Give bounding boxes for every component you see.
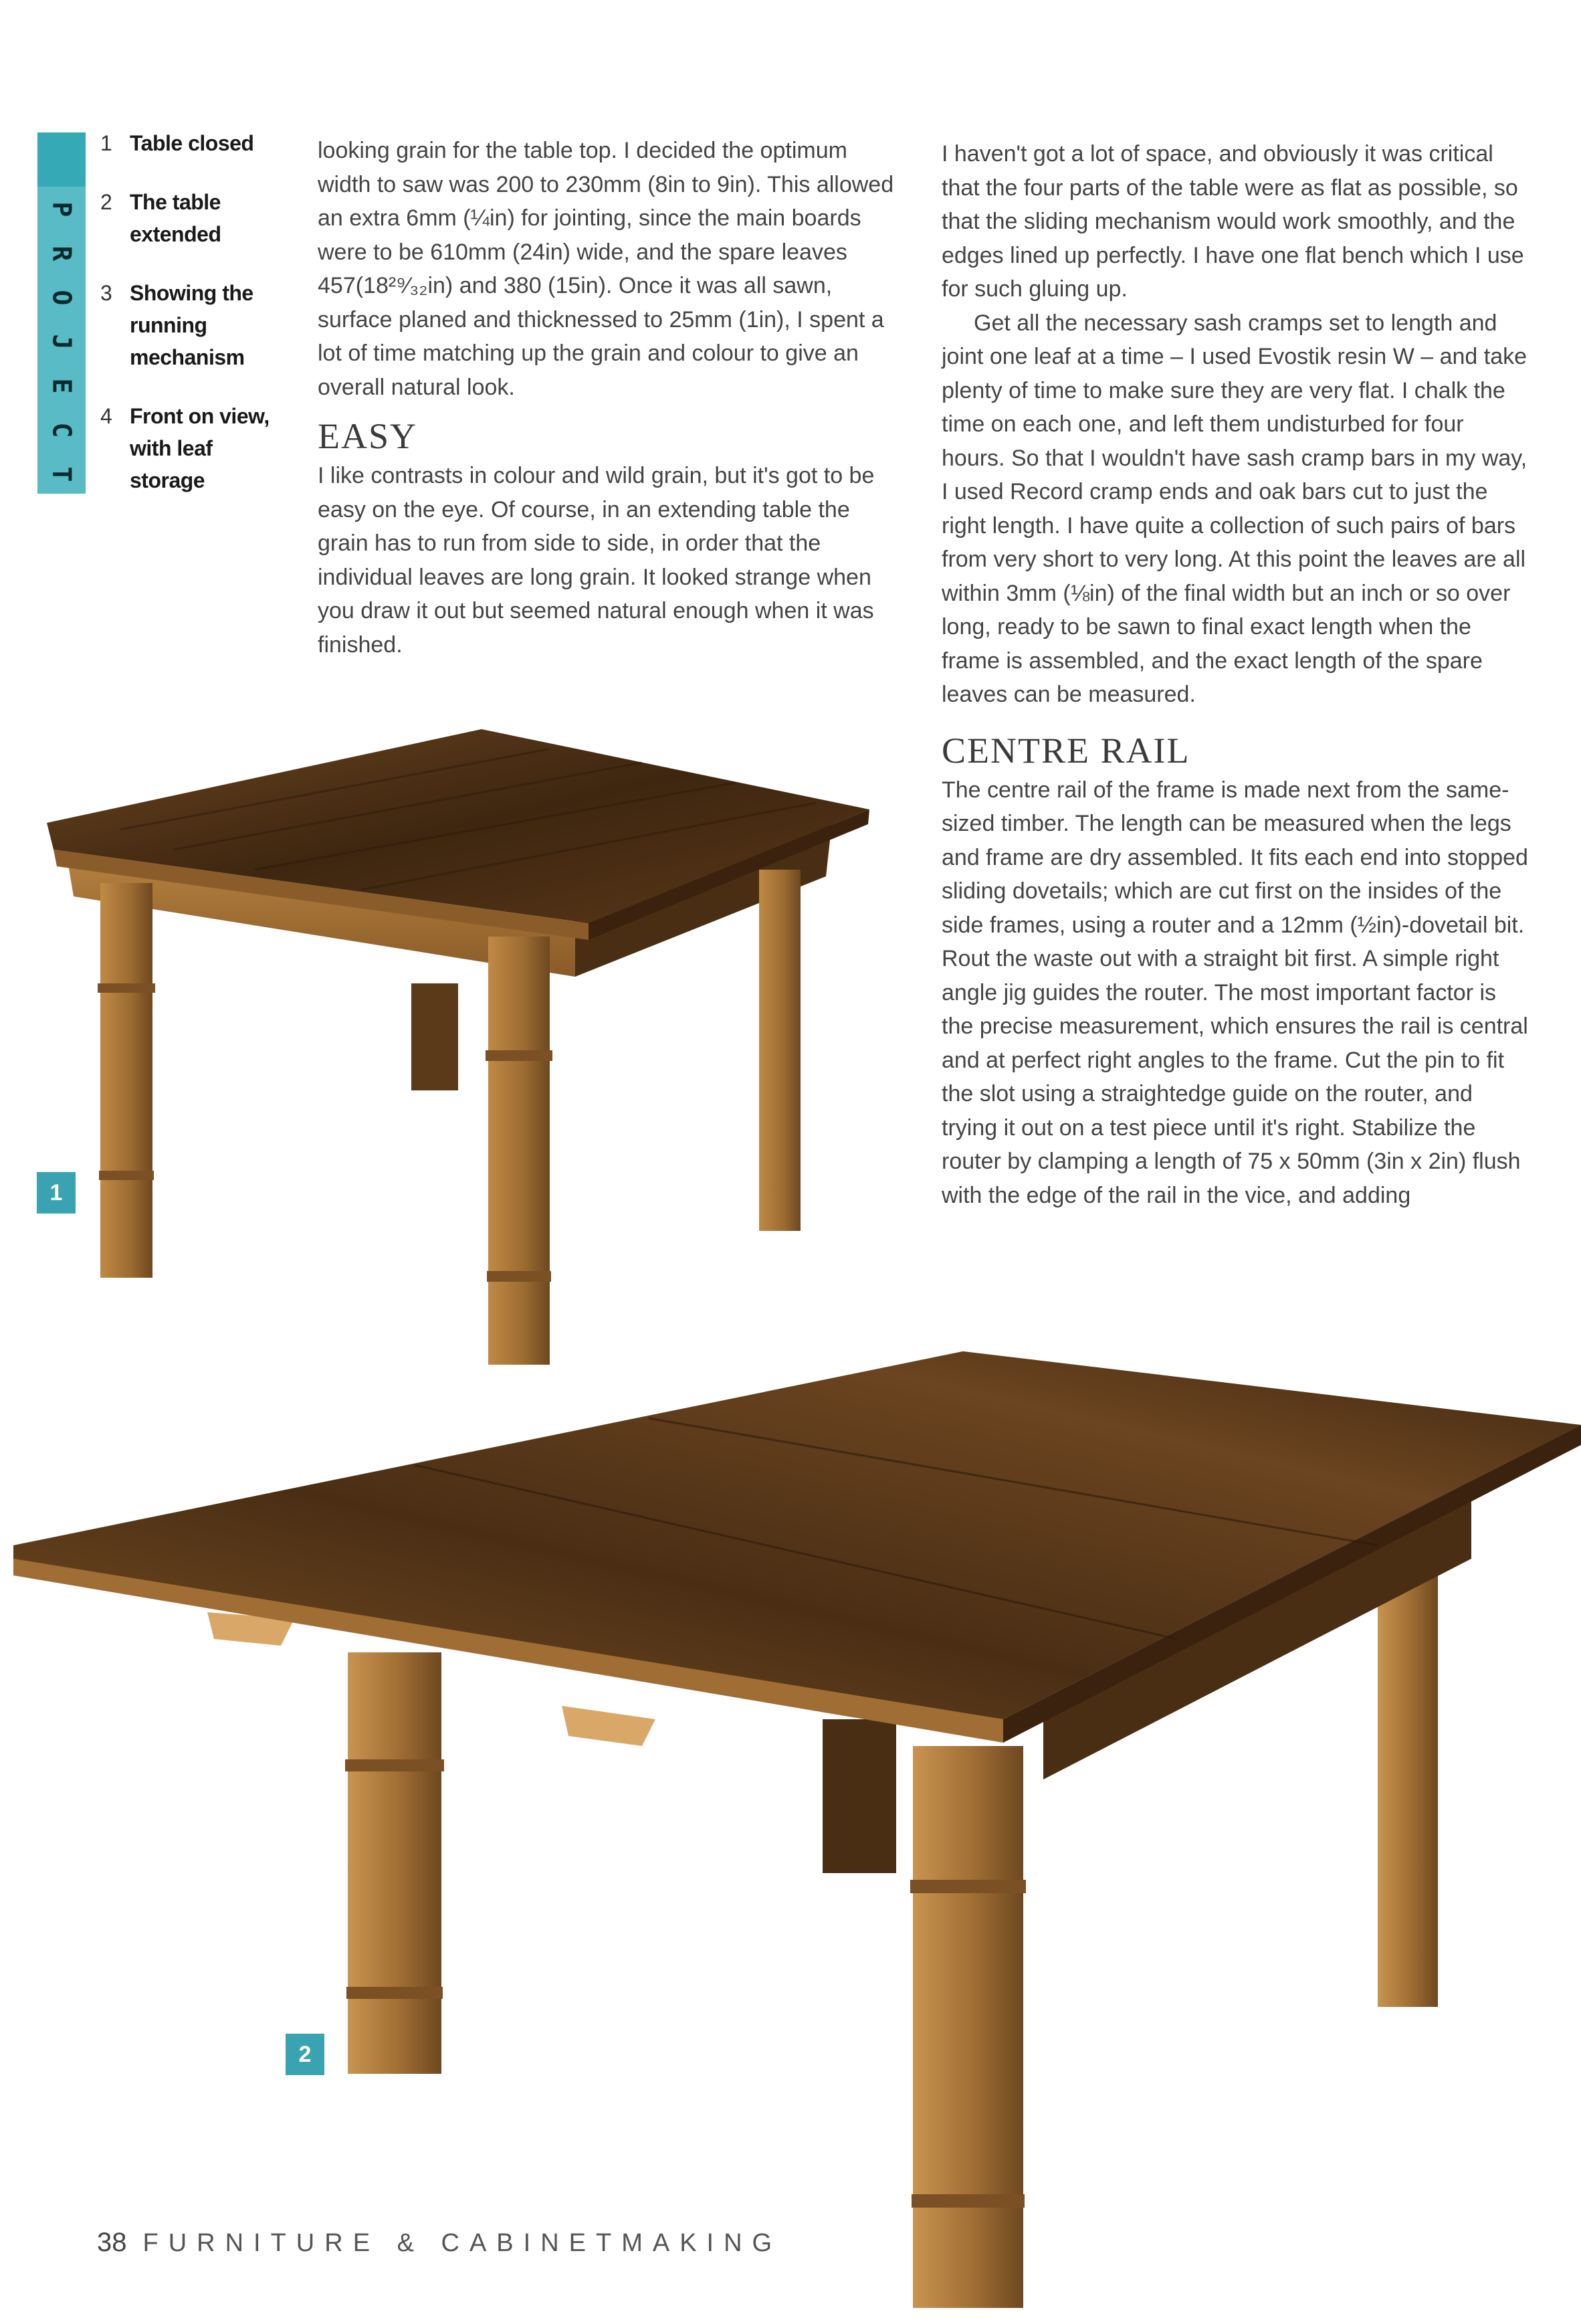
table-leg xyxy=(348,1652,441,2074)
body-paragraph: I like contrasts in colour and wild grain, but it's got to be easy on the eye. Of course, in an extending table the grain has to run from side to side, in order that the individual leaves are long grain. It looked strange when you draw it out but seemed natural enough when it was finished. xyxy=(318,463,875,658)
figure-captions xyxy=(100,127,281,523)
table-leg xyxy=(488,937,550,1365)
caption-number: 2 xyxy=(100,190,112,214)
section-heading-easy: EASY xyxy=(318,416,418,456)
tab-letter: R xyxy=(46,246,76,262)
caption-text: The table extended xyxy=(130,190,221,246)
tab-letter: E xyxy=(46,378,76,394)
figure-badge-1: 1 xyxy=(37,1172,76,1214)
caption-number: 3 xyxy=(100,281,112,305)
caption-item xyxy=(100,127,281,159)
text-column-2 xyxy=(942,137,1530,1212)
page-footer xyxy=(97,2228,782,2258)
tab-letter: J xyxy=(46,334,76,350)
body-paragraph: The centre rail of the frame is made next from the same-sized timber. The length can be measured when the legs and frame are dry assembled. It fits each end into stopped sliding dovetails; which are cut first on the insides of the side frames, using a router and a 12mm (½in)-dovetail bit. Rout the waste out with a straight bit first. A simple right angle jig guides the router. The most important factor is the precise measurement, which ensures the rail is central and at perfect right angles to the frame. Cut the pin to fit the slot using a straightedge guide on the router, and trying it out on a test piece until it's right. Stabilize the router by clamping a length of 75 x 50mm (3in x 2in) flush with the edge of the rail in the vice, and adding xyxy=(942,777,1528,1208)
caption-text: Showing the running mechanism xyxy=(130,281,253,369)
text-column-1 xyxy=(318,134,906,662)
table-leg xyxy=(100,883,152,1278)
tab-letter: P xyxy=(46,201,76,217)
caption-number: 4 xyxy=(100,404,112,428)
table-leg xyxy=(913,1746,1023,2308)
table-leg xyxy=(823,1719,896,1873)
magazine-title: FURNITURE & CABINETMAKING xyxy=(142,2229,782,2257)
figure-badge-2: 2 xyxy=(286,2034,324,2075)
caption-text: Table closed xyxy=(130,131,254,155)
section-heading-centre-rail: CENTRE RAIL xyxy=(942,730,1190,771)
table-closed-photo xyxy=(40,722,896,1385)
body-paragraph: looking grain for the table top. I decided the optimum width to saw was 200 to 230mm (8in to 9in). This allowed an extra 6mm (¼in) for jointing, since the main boards were to be 610mm (24in) wide, and the spare leaves 457(18²⁹⁄₃₂in) and 380 (15in). Once it was all sawn, surface planed and thicknessed to 25mm (1in), I spent a lot of time matching up the grain and colour to give an overall natural look. xyxy=(318,138,894,400)
tab-letter: C xyxy=(46,422,76,438)
tab-letter: T xyxy=(46,466,76,482)
caption-item xyxy=(100,277,281,373)
body-paragraph: Get all the necessary sash cramps set to length and joint one leaf at a time – I used Evostik resin W – and take plenty of time to make sure they are very flat. I chalk the time on each one, and left them undisturbed for four hours. So that I wouldn't have sash cramp bars in my way, I used Record cramp ends and oak bars cut to just the right length. I have quite a collection of such pairs of bars from very short to very long. At this point the leaves are all within 3mm (⅛in) of the final width but an inch or so over long, ready to be sawn to final exact length when the frame is assembled, and the exact length of the spare leaves can be measured. xyxy=(942,310,1527,707)
section-tab xyxy=(37,132,86,494)
caption-number: 1 xyxy=(100,131,112,155)
table-extended-photo xyxy=(13,1345,1581,2308)
table-leg xyxy=(759,870,801,1231)
caption-item xyxy=(100,400,281,496)
body-paragraph: I haven't got a lot of space, and obviously it was critical that the four parts of the table were as flat as possible, so that the sliding mechanism would work smoothly, and the edges lined up perfectly. I have one flat bench which I use for such gluing up. xyxy=(942,141,1524,302)
page-number: 38 xyxy=(97,2228,127,2257)
tabletop xyxy=(13,1351,1581,1719)
caption-text: Front on view, with leaf storage xyxy=(130,404,270,492)
tab-letter: O xyxy=(46,290,76,306)
table-leg xyxy=(1378,1539,1438,2007)
caption-item xyxy=(100,186,281,250)
table-leg xyxy=(411,983,458,1090)
